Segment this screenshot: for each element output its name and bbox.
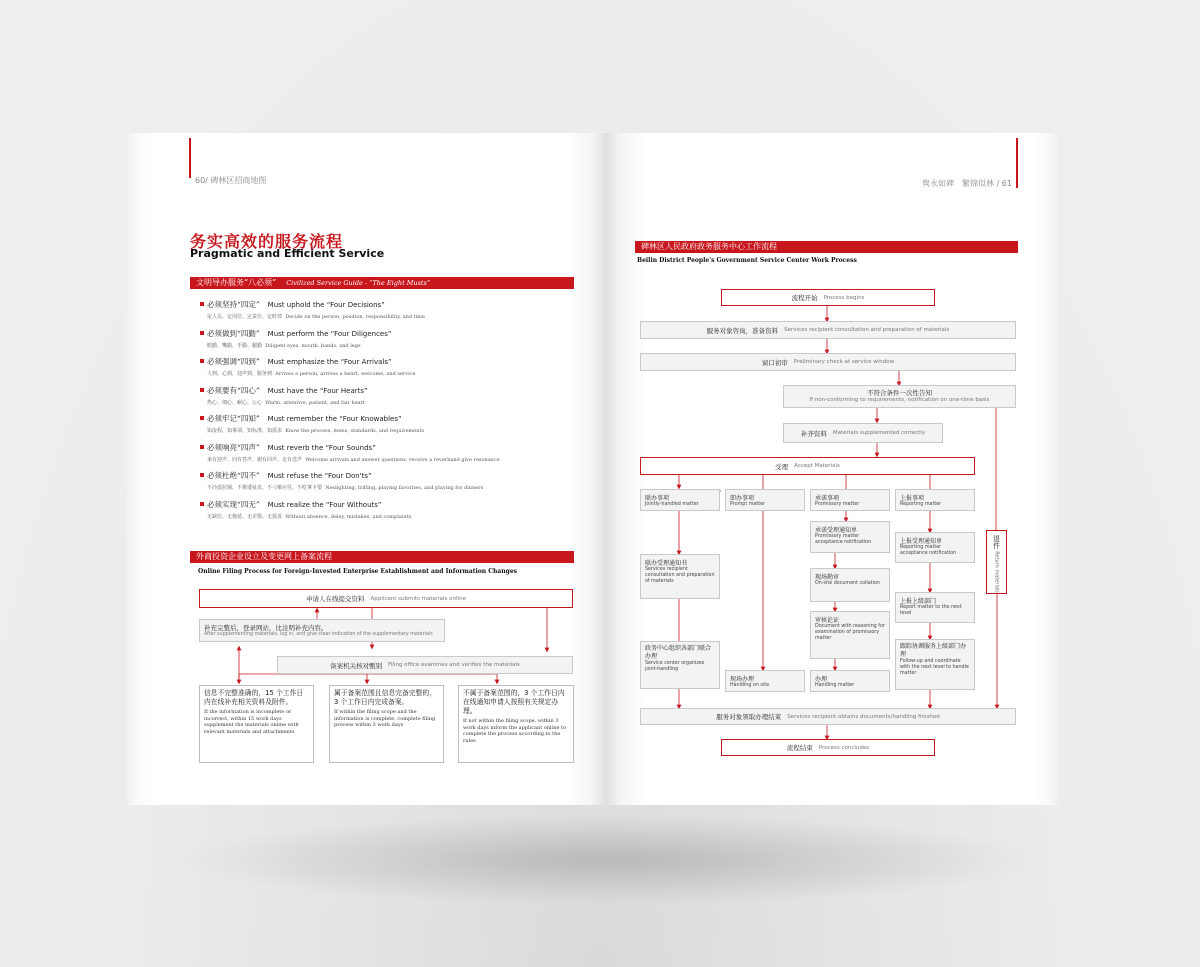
wf-report-next-box: [895, 592, 975, 623]
must-desc-cn: 来有迎声、问有答声、谢有回声、走有送声: [207, 456, 303, 463]
must-en: Must uphold the “Four Decisions”: [267, 301, 385, 309]
box-en: Follow-up and coordinate with the next level to handle matter: [900, 659, 969, 676]
box-en: After supplementing materials, log in, and give clear indication of the supplementary materials: [204, 632, 433, 637]
must-desc-en: Without absence, delay, mistakes, and complaints: [285, 513, 412, 520]
filing-subtitle-en: Online Filing Process for Foreign-Invested Enterprise Establishment and Information Changes: [198, 568, 518, 575]
box-en: Preliminary check at service window: [793, 359, 895, 365]
filing-bar-cn: 外商投资企业设立及变更网上备案流程: [196, 552, 332, 561]
wf-promissory-box: [810, 489, 890, 511]
must-desc-en: Know the process, items, standards, and requirements: [285, 428, 425, 434]
wf-reasoning-box: [810, 611, 890, 659]
must-cn: 必须要有“四心”: [207, 385, 260, 395]
must-cn: 必须响亮“四声”: [207, 442, 260, 452]
box-cn: 窗口初审: [761, 358, 788, 367]
box-cn: 不符合条件一次性告知: [867, 389, 932, 397]
must-en: Must reverb the “Four Sounds”: [267, 443, 376, 452]
box-cn: 承诺受理通知单: [815, 527, 858, 534]
box-cn: 流程开始: [791, 294, 818, 302]
wf-promissory-notice-box: [810, 521, 890, 553]
box-en: If non-conforming to requirements, notification on one-time basis: [809, 397, 990, 403]
box-cn: 服务对象咨询，准备资料: [706, 326, 779, 335]
box-en: Document with reasoning for examination of promissory matter: [815, 624, 885, 641]
wf-handling-box: [810, 670, 890, 692]
box-cn: 上报受理通知单: [900, 538, 943, 545]
wf-follow-up-box: [895, 639, 975, 690]
box-en: Services recipient obtains documents/handling finished: [787, 713, 940, 720]
box-en: Handling on site: [730, 683, 770, 688]
box-en: If the information is incomplete or incorrect, within 15 work days supplement the materials online with relevant materials and attachments: [204, 709, 299, 735]
wf-consult-box: [640, 321, 1016, 339]
book-shadow: [170, 815, 1050, 905]
wf-obtain-box: [640, 708, 1016, 725]
box-cn: 备案机关核对甄别: [330, 661, 383, 670]
must-cn: 必须坚持“四定”: [207, 300, 260, 309]
box-cn: 属于备案范围且信息完备完整的，3 个工作日内完成备案。: [334, 689, 436, 706]
box-cn: 服务对象领取办理结束: [716, 713, 782, 721]
wf-joint-box: [640, 489, 720, 511]
wf-prompt-box: [725, 489, 805, 511]
must-desc-cn: 人到、心到、迎声到、服务到: [207, 371, 273, 377]
box-en: Applicant submits materials online: [370, 595, 466, 602]
must-desc-cn: 定人员、定岗位、定责任、定时效: [207, 314, 283, 320]
wf-supplemented-box: [783, 423, 943, 443]
box-en: On-site document collation: [815, 581, 880, 586]
box-en: Reporting matter: [900, 502, 942, 507]
filing-examine-box: [277, 656, 573, 674]
box-cn: 受理: [775, 462, 789, 471]
filing-complete-box: [329, 685, 444, 763]
box-cn: 现场勘审: [815, 574, 840, 581]
filing-outside-box: [458, 685, 574, 763]
guide-bar-cn: 文明导办服务“八必须”: [196, 278, 277, 287]
wf-nonconform-box: [783, 385, 1016, 408]
wf-reporting-notice-box: [895, 532, 975, 563]
box-cn: 上报上级部门: [900, 598, 937, 605]
page-title-en: Pragmatic and Efficient Service: [190, 247, 385, 260]
must-desc-en: Arrives a person, arrives a heart, welcome, and service: [275, 371, 416, 377]
filing-submit-box: [199, 589, 573, 608]
left-page: [127, 133, 605, 805]
box-en: Promissory matter acceptance notification: [815, 534, 872, 545]
box-en: Services recipient consultation and preparation of materials: [784, 327, 950, 333]
box-cn: 承诺事项: [815, 495, 840, 502]
must-en: Must have the “Four Hearts”: [267, 386, 368, 395]
box-cn: 政务中心组织各部门联合办理: [645, 645, 712, 660]
page-title-cn: 务实高效的服务流程: [190, 232, 344, 251]
box-cn: 跟踪协调服务上级部门办理: [900, 643, 967, 658]
box-en: Accept Materials: [794, 463, 840, 469]
box-en: Handling matter: [815, 683, 855, 688]
box-en: Promissory matter: [815, 502, 860, 507]
wf-collation-box: [810, 568, 890, 602]
box-en: Filing office examines and verifies the materials: [388, 662, 520, 668]
box-en: Materials supplemented correctly: [832, 430, 926, 436]
box-en: Service center organizes joint-handling: [645, 661, 705, 672]
box-en: Return materials: [993, 551, 1000, 593]
must-en: Must refuse the “Four Don'ts”: [267, 472, 372, 480]
workflow-subtitle-en: Beilin District People's Government Service Center Work Process: [637, 257, 857, 264]
left-folio: 60/ 碑林区招商地图: [195, 176, 267, 185]
box-cn: 审核论证: [815, 617, 840, 624]
must-en: Must perform the “Four Diligences”: [267, 329, 392, 338]
wf-return-box: [986, 530, 1007, 594]
box-cn: 联办事项: [645, 495, 670, 502]
must-cn: 必须做到“四勤”: [207, 328, 260, 338]
must-en: Must remember the “Four Knowables”: [267, 415, 402, 423]
box-cn: 补充完整后，登录网站，比注明补充内容。: [204, 624, 328, 632]
box-cn: 联办受理通知书: [645, 560, 688, 567]
box-en: Report matter to the next level: [900, 605, 962, 616]
filing-incomplete-box: [199, 685, 314, 763]
must-en: Must realize the “Four Withouts”: [267, 500, 382, 509]
must-cn: 必须杜绝“四不”: [207, 471, 260, 480]
must-cn: 必须实现“四无”: [207, 499, 260, 509]
wf-window-box: [640, 353, 1016, 371]
wf-onsite-box: [725, 670, 805, 692]
right-page: [605, 133, 1060, 805]
must-desc-en: Warm, attentive, patient, and fair heart: [265, 399, 366, 406]
must-desc-en: Welcome arrivals and answer questions, receive a reverband give resonance: [305, 456, 500, 463]
guide-bar-en: Civilized Service Guide - “The Eight Musts”: [286, 279, 431, 287]
wf-joint-center-box: [640, 641, 720, 689]
box-cn: 办理: [815, 676, 828, 683]
box-cn: 流程结束: [786, 744, 813, 752]
must-cn: 必须强调“四到”: [207, 357, 260, 366]
must-en: Must emphasize the “Four Arrivals”: [267, 358, 392, 366]
workflow-bar-cn: 碑林区人民政府政务服务中心工作流程: [641, 242, 777, 251]
box-en: Process concludes: [818, 744, 870, 751]
must-desc-en: Decide on the person, position, responsibility, and time: [285, 314, 425, 320]
must-cn: 必须牢记“四知”: [207, 414, 260, 423]
box-cn: 上报事项: [900, 495, 925, 502]
must-desc-cn: 知流程、知事项、知标准、知需求: [207, 428, 283, 434]
must-desc-cn: 热心、细心、耐心、公心: [207, 399, 263, 406]
box-cn: 不属于备案范围的，3 个工作日内在线通知申请人按照有关规定办理。: [463, 689, 565, 715]
box-cn: 补齐资料: [800, 429, 827, 438]
box-cn: 申请人在线提交资料: [306, 595, 365, 603]
must-desc-en: Neslighting, trifling, playing favorites, and playing for dinners: [325, 485, 484, 491]
filing-supplement-box: [199, 619, 445, 642]
wf-reporting-box: [895, 489, 975, 511]
must-desc-cn: 无缺位、无拖延、无差错、无投诉: [207, 513, 283, 520]
box-en: Services recipient consultation and preparation of materials: [645, 567, 715, 584]
box-en: Prompt matter: [730, 502, 766, 507]
box-en: If within the filing scope and the information is complete, complete filing process within 3 work days: [334, 709, 436, 728]
box-cn: 退件: [992, 535, 1001, 549]
box-cn: 即办事项: [730, 495, 755, 502]
box-en: Reporting matter acceptance notification: [900, 545, 957, 556]
wf-joint-notice-box: [640, 554, 720, 599]
must-desc-cn: 眼勤、嘴勤、手勤、腿勤: [207, 342, 263, 349]
box-en: Jointly-handled matter: [645, 502, 699, 507]
box-cn: 现场办理: [730, 676, 755, 683]
must-desc-cn: 不冷漠拉锁、不推诿扯皮、不刁难应付、不吃拿卡要: [207, 485, 323, 491]
box-en: Process begins: [823, 294, 865, 301]
must-desc-en: Diligent eyes, mouth, hands, and legs: [265, 342, 361, 349]
wf-accept-box: [640, 457, 975, 475]
right-folio: 隽永如碑 繁锦似林 / 61: [922, 179, 1012, 188]
wf-conclude-box: [721, 739, 935, 756]
box-cn: 信息不完整准确的，15 个工作日内在线补充相关资料及附件。: [204, 689, 304, 706]
box-en: If not within the filing scope, within 3 work days inform the applicant online to complete the process according to the rules: [463, 718, 567, 744]
wf-begin-box: [721, 289, 935, 306]
